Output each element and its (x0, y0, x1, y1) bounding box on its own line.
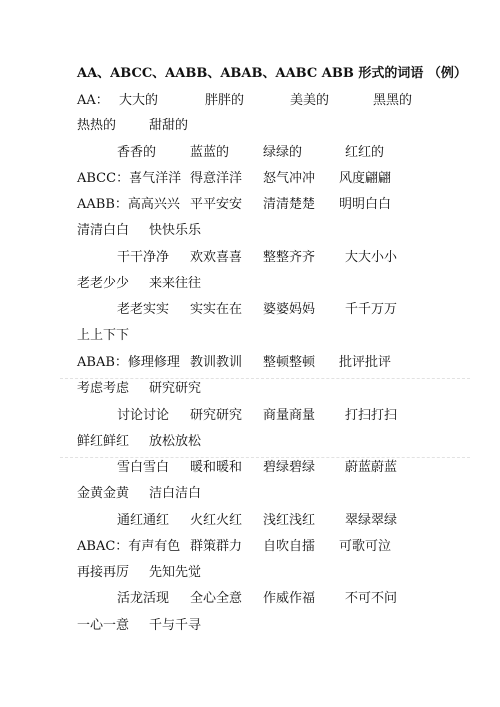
word-entry: 放松放松 (149, 434, 202, 449)
word-entry: 婆婆妈妈 (263, 302, 316, 317)
word-entry: 讨论讨论 (117, 408, 170, 423)
text-line (0, 586, 500, 612)
text-line (0, 403, 500, 429)
word-entry: 批评批评 (339, 355, 392, 370)
text-line (0, 508, 500, 534)
text-line (0, 245, 500, 271)
text-line (0, 113, 500, 139)
text-line (0, 350, 500, 376)
word-entry: 先知先觉 (149, 565, 202, 580)
text-line (0, 534, 500, 560)
word-entry: 翠绿翠绿 (345, 513, 398, 528)
word-entry: 怒气冲冲 (263, 171, 316, 186)
word-entry: 作威作福 (263, 591, 316, 606)
word-entry: ABAB：修理修理 (77, 355, 180, 370)
word-entry: AABB：高高兴兴 (77, 197, 180, 212)
word-entry: 蔚蓝蔚蓝 (345, 460, 398, 475)
word-entry: 老老少少 (77, 276, 130, 291)
word-entry: 整顿整顿 (263, 355, 316, 370)
word-entry: 上上下下 (77, 328, 130, 343)
word-entry: 一心一意 (77, 618, 130, 633)
word-entry: 欢欢喜喜 (190, 250, 243, 265)
word-entry: 全心全意 (190, 591, 243, 606)
word-entry: 得意洋洋 (190, 171, 243, 186)
text-line (0, 166, 500, 192)
word-entry: 明明白白 (339, 197, 392, 212)
word-entry: 考虑考虑 (77, 381, 130, 396)
word-entry: 胖胖的 (205, 93, 245, 108)
word-entry: 实实在在 (190, 302, 243, 317)
document-title-text: AA、ABCC、AABB、ABAB、AABC ABB 形式的词语 （例） (77, 66, 467, 81)
word-entry: 千千万万 (345, 302, 398, 317)
word-entry: 火红火红 (190, 513, 243, 528)
word-entry: 通红通红 (117, 513, 170, 528)
word-entry: 研究研究 (149, 381, 202, 396)
word-entry: 活龙活现 (117, 591, 170, 606)
word-entry: 可歌可泣 (339, 539, 392, 554)
word-entry: 热热的 (77, 118, 117, 133)
word-entry: AA： (77, 93, 109, 108)
word-entry: 打扫打扫 (345, 408, 398, 423)
word-entry: 群策群力 (190, 539, 243, 554)
word-entry: 甜甜的 (149, 118, 189, 133)
word-entry: 大大的 (119, 93, 159, 108)
word-entry: 自吹自擂 (263, 539, 316, 554)
text-line (0, 218, 500, 244)
word-entry: 鲜红鲜红 (77, 434, 130, 449)
word-entry: 来来往往 (149, 276, 202, 291)
text-line (0, 560, 500, 586)
word-entry: 暖和暖和 (190, 460, 243, 475)
word-entry: 清清白白 (77, 223, 130, 238)
word-entry: 绿绿的 (263, 145, 303, 160)
word-entry: 老老实实 (117, 302, 170, 317)
document-title (0, 61, 500, 87)
word-entry: 快快乐乐 (149, 223, 202, 238)
word-entry: ABAC：有声有色 (77, 539, 181, 554)
word-entry: 雪白雪白 (117, 460, 170, 475)
word-entry: 美美的 (290, 93, 330, 108)
text-line (0, 88, 500, 114)
word-entry: 碧绿碧绿 (263, 460, 316, 475)
word-entry: 整整齐齐 (263, 250, 316, 265)
word-entry: 香香的 (117, 145, 157, 160)
text-line (0, 323, 500, 349)
text-line (0, 455, 500, 481)
word-entry: 浅红浅红 (263, 513, 316, 528)
word-entry: 金黄金黄 (77, 486, 130, 501)
word-entry: ABCC：喜气洋洋 (77, 171, 182, 186)
word-entry: 大大小小 (345, 250, 398, 265)
word-entry: 平平安安 (190, 197, 243, 212)
word-entry: 千与千寻 (149, 618, 202, 633)
word-entry: 商量商量 (263, 408, 316, 423)
text-line (0, 271, 500, 297)
word-entry: 黑黑的 (373, 93, 413, 108)
text-line (0, 481, 500, 507)
word-entry: 蓝蓝的 (190, 145, 230, 160)
text-line (0, 429, 500, 455)
text-line (0, 613, 500, 639)
word-entry: 风度翩翩 (339, 171, 392, 186)
word-entry: 教训教训 (190, 355, 243, 370)
text-line (0, 140, 500, 166)
word-entry: 研究研究 (190, 408, 243, 423)
word-entry: 不可不问 (345, 591, 398, 606)
text-line (0, 376, 500, 402)
word-entry: 干干净净 (117, 250, 170, 265)
word-entry: 洁白洁白 (149, 486, 202, 501)
word-entry: 清清楚楚 (263, 197, 316, 212)
word-entry: 红红的 (345, 145, 385, 160)
text-line (0, 192, 500, 218)
text-line (0, 297, 500, 323)
word-entry: 再接再厉 (77, 565, 130, 580)
